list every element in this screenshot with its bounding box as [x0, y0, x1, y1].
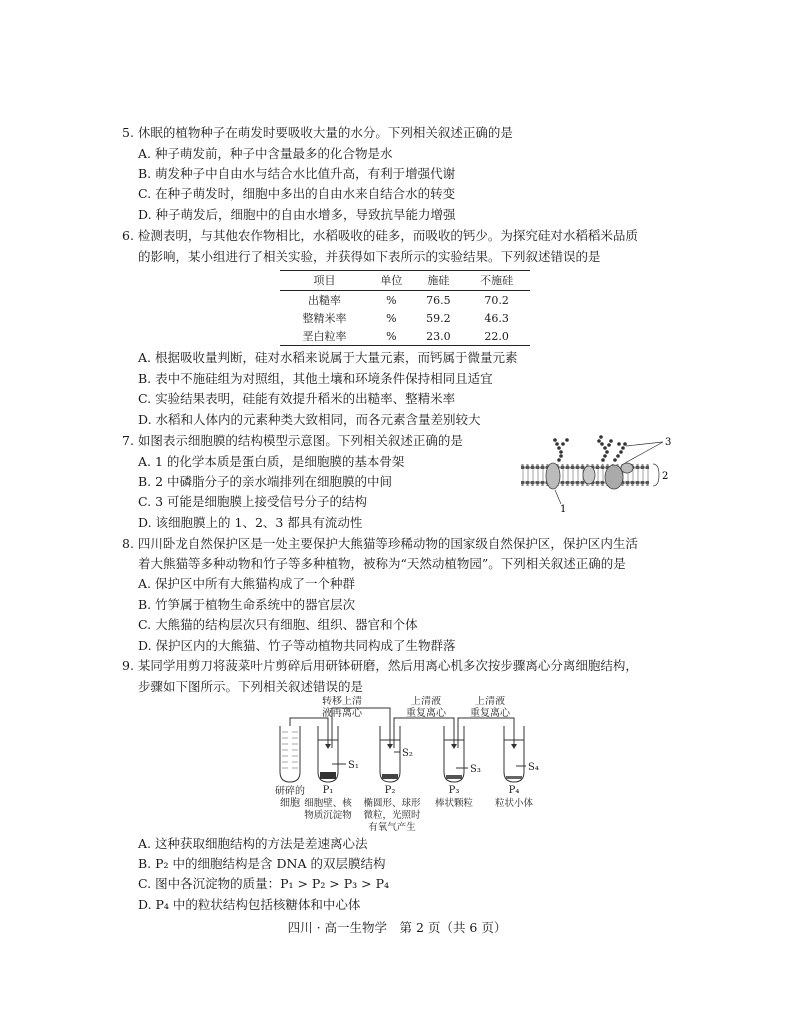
q6-table-header — [280, 271, 530, 291]
step1-label-line2: 液再离心 — [322, 708, 362, 719]
membrane-label-1: 1 — [560, 504, 567, 512]
q6-stem-line1: 6. 检测表明，与其他农作物相比，水稻吸收的硅多，而吸收的钙少。为探究硅对水稻稻米品质 — [122, 228, 638, 243]
page-footer: 四川 · 高一生物学 第 2 页（共 6 页） — [287, 920, 507, 935]
q6-table — [280, 270, 530, 346]
q5-stem: 5. 休眠的植物种子在萌发时要吸收大量的水分。下列相关叙述正确的是 — [122, 125, 513, 140]
centrifugation-figure — [268, 696, 568, 832]
p4-label: P₄ — [508, 785, 520, 796]
q7-option-b: B. 2 中磷脂分子的亲水端排列在细胞膜的中间 — [138, 474, 393, 489]
start-label-line2: 细胞 — [280, 798, 300, 809]
s2-label: S₂ — [402, 748, 413, 759]
q6-header-no-si: 不施硅 — [463, 271, 530, 291]
q8-stem-line2: 着大熊猫等多种动物和竹子等多种植物，被称为“天然动植物园”。下列相关叙述正确的是 — [138, 556, 626, 571]
table-cell: % — [386, 293, 397, 307]
p2-desc-line1: 椭圆形、球形 — [363, 798, 421, 809]
p3-label: P₃ — [448, 785, 460, 796]
q9-option-a: A. 这种获取细胞结构的方法是差速离心法 — [138, 836, 368, 851]
q6-header-unit: 单位 — [369, 271, 414, 291]
q5-option-b: B. 萌发种子中自由水与结合水比值升高，有利于增强代谢 — [138, 166, 456, 181]
q7-option-d: D. 该细胞膜上的 1、2、3 都具有流动性 — [138, 515, 363, 530]
q7-option-a: A. 1 的化学本质是蛋白质，是细胞膜的基本骨架 — [138, 454, 405, 469]
s1-label: S₁ — [348, 760, 359, 771]
step2-label-line1: 上清液 — [411, 696, 441, 707]
q6-option-a: A. 根据吸收量判断，硅对水稻来说属于大量元素，而钙属于微量元素 — [138, 350, 518, 365]
table-cell: 76.5 — [426, 293, 451, 307]
q7-stem: 7. 如图表示细胞膜的结构模型示意图。下列相关叙述正确的是 — [122, 433, 463, 448]
q8-option-d: D. 保护区内的大熊猫、竹子等动植物共同构成了生物群落 — [138, 638, 456, 653]
cell-membrane-figure — [515, 430, 675, 512]
s3-label: S₃ — [470, 764, 481, 775]
q9-option-b: B. P₂ 中的细胞结构是含 DNA 的双层膜结构 — [138, 856, 386, 871]
q6-option-c: C. 实验结果表明，硅能有效提升稻米的出糙率、整精米率 — [138, 391, 456, 406]
s4-label: S₄ — [528, 762, 539, 773]
q6-option-d: D. 水稻和人体内的元素种类大致相同，而各元素含量差别较大 — [138, 412, 481, 427]
p1-label: P₁ — [322, 785, 334, 796]
table-cell: 垩白粒率 — [302, 330, 347, 343]
table-cell: 22.0 — [484, 329, 509, 343]
q9-option-c: C. 图中各沉淀物的质量：P₁ > P₂ > P₃ > P₄ — [138, 876, 390, 891]
table-cell: % — [386, 311, 397, 325]
q9-stem-line2: 步骤如下图所示。下列相关叙述错误的是 — [138, 679, 364, 694]
p2-desc-line3: 有氧气产生 — [368, 822, 416, 832]
table-cell: 23.0 — [426, 329, 451, 343]
q5-option-c: C. 在种子萌发时，细胞中多出的自由水来自结合水的转变 — [138, 186, 456, 201]
q5-option-a: A. 种子萌发前，种子中含量最多的化合物是水 — [138, 146, 393, 161]
table-cell: 70.2 — [484, 293, 509, 307]
membrane-label-3: 3 — [665, 437, 672, 448]
table-cell: % — [386, 329, 397, 343]
q8-stem-line1: 8. 四川卧龙自然保护区是一处主要保护大熊猫等珍稀动物的国家级自然保护区，保护区内生活 — [122, 536, 638, 551]
table-row — [280, 327, 530, 346]
q6-header-si: 施硅 — [414, 271, 464, 291]
membrane-label-2: 2 — [662, 471, 669, 482]
start-label-line1: 研碎的 — [275, 786, 305, 797]
q7-option-c: C. 3 可能是细胞膜上接受信号分子的结构 — [138, 494, 367, 509]
table-cell: 59.2 — [426, 311, 451, 325]
q8-option-a: A. 保护区中所有大熊猫构成了一个种群 — [138, 576, 355, 591]
step3-label-line1: 上清液 — [475, 696, 505, 707]
q8-option-b: B. 竹笋属于植物生命系统中的器官层次 — [138, 597, 356, 612]
q9-stem-line1: 9. 某同学用剪刀将菠菜叶片剪碎后用研钵研磨，然后用离心机多次按步骤离心分离细胞结构， — [122, 658, 638, 673]
q6-stem-line2: 的影响，某小组进行了相关实验，并获得如下表所示的实验结果。下列叙述错误的是 — [138, 249, 601, 264]
table-cell: 整精米率 — [302, 312, 347, 325]
p4-desc: 粒状小体 — [494, 798, 534, 809]
p2-label: P₂ — [384, 785, 396, 796]
q6-option-b: B. 表中不施硅组为对照组，其他土壤和环境条件保持相同且适宜 — [138, 371, 493, 386]
p1-desc-line2: 物质沉淀物 — [304, 810, 352, 821]
p3-desc: 棒状颗粒 — [434, 798, 474, 809]
p2-desc-line2: 微粒，光照时 — [363, 810, 421, 821]
table-cell: 46.3 — [484, 311, 509, 325]
q9-option-d: D. P₄ 中的粒状结构包括核糖体和中心体 — [138, 897, 361, 912]
table-row — [280, 291, 530, 310]
step3-label-line2: 重复离心 — [470, 708, 510, 719]
step1-label-line1: 转移上清 — [322, 696, 362, 707]
table-cell: 出糙率 — [308, 294, 342, 307]
p1-desc-line1: 细胞壁、核 — [304, 798, 352, 809]
q5-option-d: D. 种子萌发后，细胞中的自由水增多，导致抗旱能力增强 — [138, 207, 456, 222]
step2-label-line2: 重复离心 — [406, 708, 446, 719]
q6-header-item: 项目 — [280, 271, 369, 291]
q8-option-c: C. 大熊猫的结构层次只有细胞、组织、器官和个体 — [138, 617, 418, 632]
table-row — [280, 309, 530, 327]
